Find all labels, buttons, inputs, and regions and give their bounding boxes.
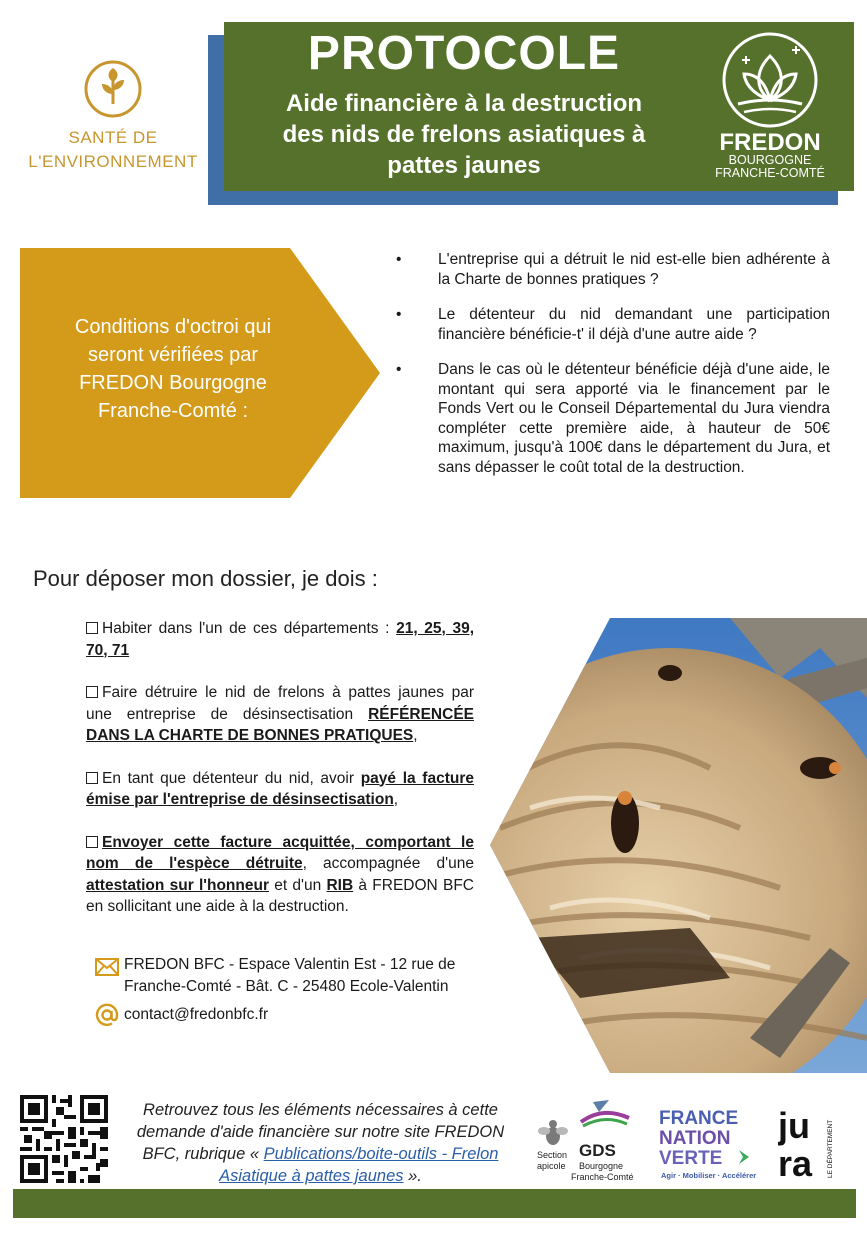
fnv-text: NATION: [659, 1128, 731, 1149]
step-emphasis: 21, 25, 39, 70, 71: [86, 620, 474, 659]
step-item: [86, 682, 474, 747]
step-text: En tant que détenteur du nid, avoir: [102, 769, 361, 787]
contact-address: FREDON BFC - Espace Valentin Est - 12 rue de Franche-Comté - Bât. C - 25480 Ecole-Valentin: [124, 956, 456, 995]
france-nation-verte-logo: [657, 1106, 763, 1182]
jura-sub-text: LE DÉPARTEMENT: [827, 1119, 834, 1178]
conditions-title-line: Conditions d'octroi qui: [74, 316, 272, 338]
fnv-text: FRANCE: [659, 1108, 739, 1129]
checkbox-icon: [86, 686, 98, 698]
fredon-name: FREDON: [719, 129, 821, 156]
gds-text: Bourgogne: [579, 1161, 624, 1171]
step-emphasis: payé la facture émise par l'entreprise de désinsectisation: [86, 769, 474, 808]
list-item-text: L'entreprise qui a détruit le nid est-elle bien adhérente à la Charte de bonnes pratiques ?: [438, 251, 830, 288]
step-item: [86, 618, 474, 661]
step-emphasis: RIB: [326, 876, 354, 894]
region-line: FRANCHE-COMTÉ: [715, 166, 825, 180]
contact-email-link[interactable]: contact@fredonbfc.fr: [124, 1006, 269, 1023]
jura-text: ra: [778, 1143, 813, 1182]
subtitle-line: des nids de frelons asiatiques à: [282, 121, 646, 148]
step-text: ,: [393, 791, 399, 808]
sante-line: L'ENVIRONNEMENT: [28, 152, 198, 171]
footer-bar: [13, 1189, 856, 1218]
checkbox-icon: [86, 622, 98, 634]
step-text: , accompagnée d'une: [302, 855, 474, 872]
page-title: PROTOCOLE: [307, 27, 621, 80]
step-text: Habiter dans l'un de ces départements :: [102, 620, 397, 637]
region-line: BOURGOGNE: [728, 153, 812, 167]
section-title: Pour déposer mon dossier, je dois :: [33, 566, 378, 591]
list-item-text: Le détenteur du nid demandant une participation financière bénéficie-t' il déjà d'une autre aide ?: [438, 306, 830, 343]
list-item: • L'entreprise qui a détruit le nid est-elle bien adhérente à la Charte de bonnes pratiques ?: [396, 251, 830, 288]
gds-text: Section: [537, 1150, 568, 1160]
gds-text: apicole: [537, 1161, 566, 1171]
fnv-text: VERTE: [659, 1148, 723, 1169]
conditions-title: [36, 313, 310, 425]
gds-text: GDS: [579, 1141, 616, 1160]
checkbox-icon: [86, 836, 98, 848]
qr-code-icon[interactable]: [20, 1095, 108, 1183]
fredon-logo-icon: [716, 30, 824, 138]
conditions-title-line: seront vérifiées par: [87, 344, 259, 366]
footer-text-part: Retrouvez tous les éléments nécessaires à cette demande d'aide financière sur notre site FREDON BFC, rubrique «: [136, 1101, 505, 1163]
step-item: [86, 832, 474, 918]
step-emphasis: Envoyer cette facture acquittée, comportant le nom de l'espèce détruite: [86, 833, 474, 872]
subtitle-line: Aide financière à la destruction: [285, 90, 643, 117]
jura-logo: [778, 1102, 840, 1182]
footer-text-part: ».: [403, 1167, 422, 1185]
step-text: Faire détruire le nid de frelons à pattes jaunes par une entreprise de désinsectisation: [86, 684, 474, 723]
steps-list: [86, 618, 474, 939]
step-text: ,: [413, 727, 418, 744]
conditions-list: [392, 250, 830, 493]
list-item: • Le détenteur du nid demandant une participation financière bénéficie-t' il déjà d'une autre aide ?: [396, 306, 830, 343]
step-emphasis: attestation sur l'honneur: [86, 876, 269, 894]
step-text: à FREDON BFC en sollicitant une aide à la destruction.: [86, 876, 475, 915]
sante-line: SANTÉ DE: [68, 128, 158, 147]
at-icon: [95, 1003, 119, 1027]
conditions-title-line: FREDON Bourgogne: [79, 372, 267, 394]
hornet-nest-photo: [490, 618, 867, 1073]
sante-logo-icon: [82, 58, 144, 120]
list-item: • Dans le cas où le détenteur bénéficie déjà d'une aide, le montant qui sera apporté via le financement par le Fonds Vert ou le Conseil Départemental du Jura viendra compléter cette première aide, à hauteur de 50€ maximum, jusqu'à 100€ dans le département du Jura, et sans dépasser le coût total de la destruction.: [396, 361, 830, 476]
step-text: et d'un: [268, 876, 327, 894]
footer-text: [118, 1099, 523, 1187]
step-item: [86, 768, 474, 811]
step-emphasis: RÉFÉRENCÉE DANS LA CHARTE DE BONNES PRATIQUES: [86, 705, 474, 744]
gds-logo: [533, 1098, 645, 1186]
list-item-text: Dans le cas où le détenteur bénéficie déjà d'une aide, le montant qui sera apporté via le financement par le Fonds Vert ou le Conseil Départemental du Jura viendra compléter cette première aide, à hauteur de 50€ maximum, jusqu'à 100€ dans le département du Jura, et sans dépasser le coût total de la destruction.: [438, 361, 830, 476]
subtitle-line: pattes jaunes: [387, 152, 541, 179]
conditions-title-line: Franche-Comté :: [97, 400, 249, 422]
jura-text: ju: [778, 1105, 810, 1146]
gds-text: Franche-Comté: [571, 1172, 634, 1182]
publications-link[interactable]: Publications/boite-outils - Frelon Asiatique à pattes jaunes: [219, 1145, 499, 1185]
checkbox-icon: [86, 772, 98, 784]
fredon-region: [700, 154, 840, 180]
envelope-icon: [95, 958, 119, 976]
page-subtitle: [234, 88, 694, 181]
sante-label: [16, 126, 210, 174]
fnv-text: Agir · Mobiliser · Accélérer: [661, 1171, 757, 1180]
